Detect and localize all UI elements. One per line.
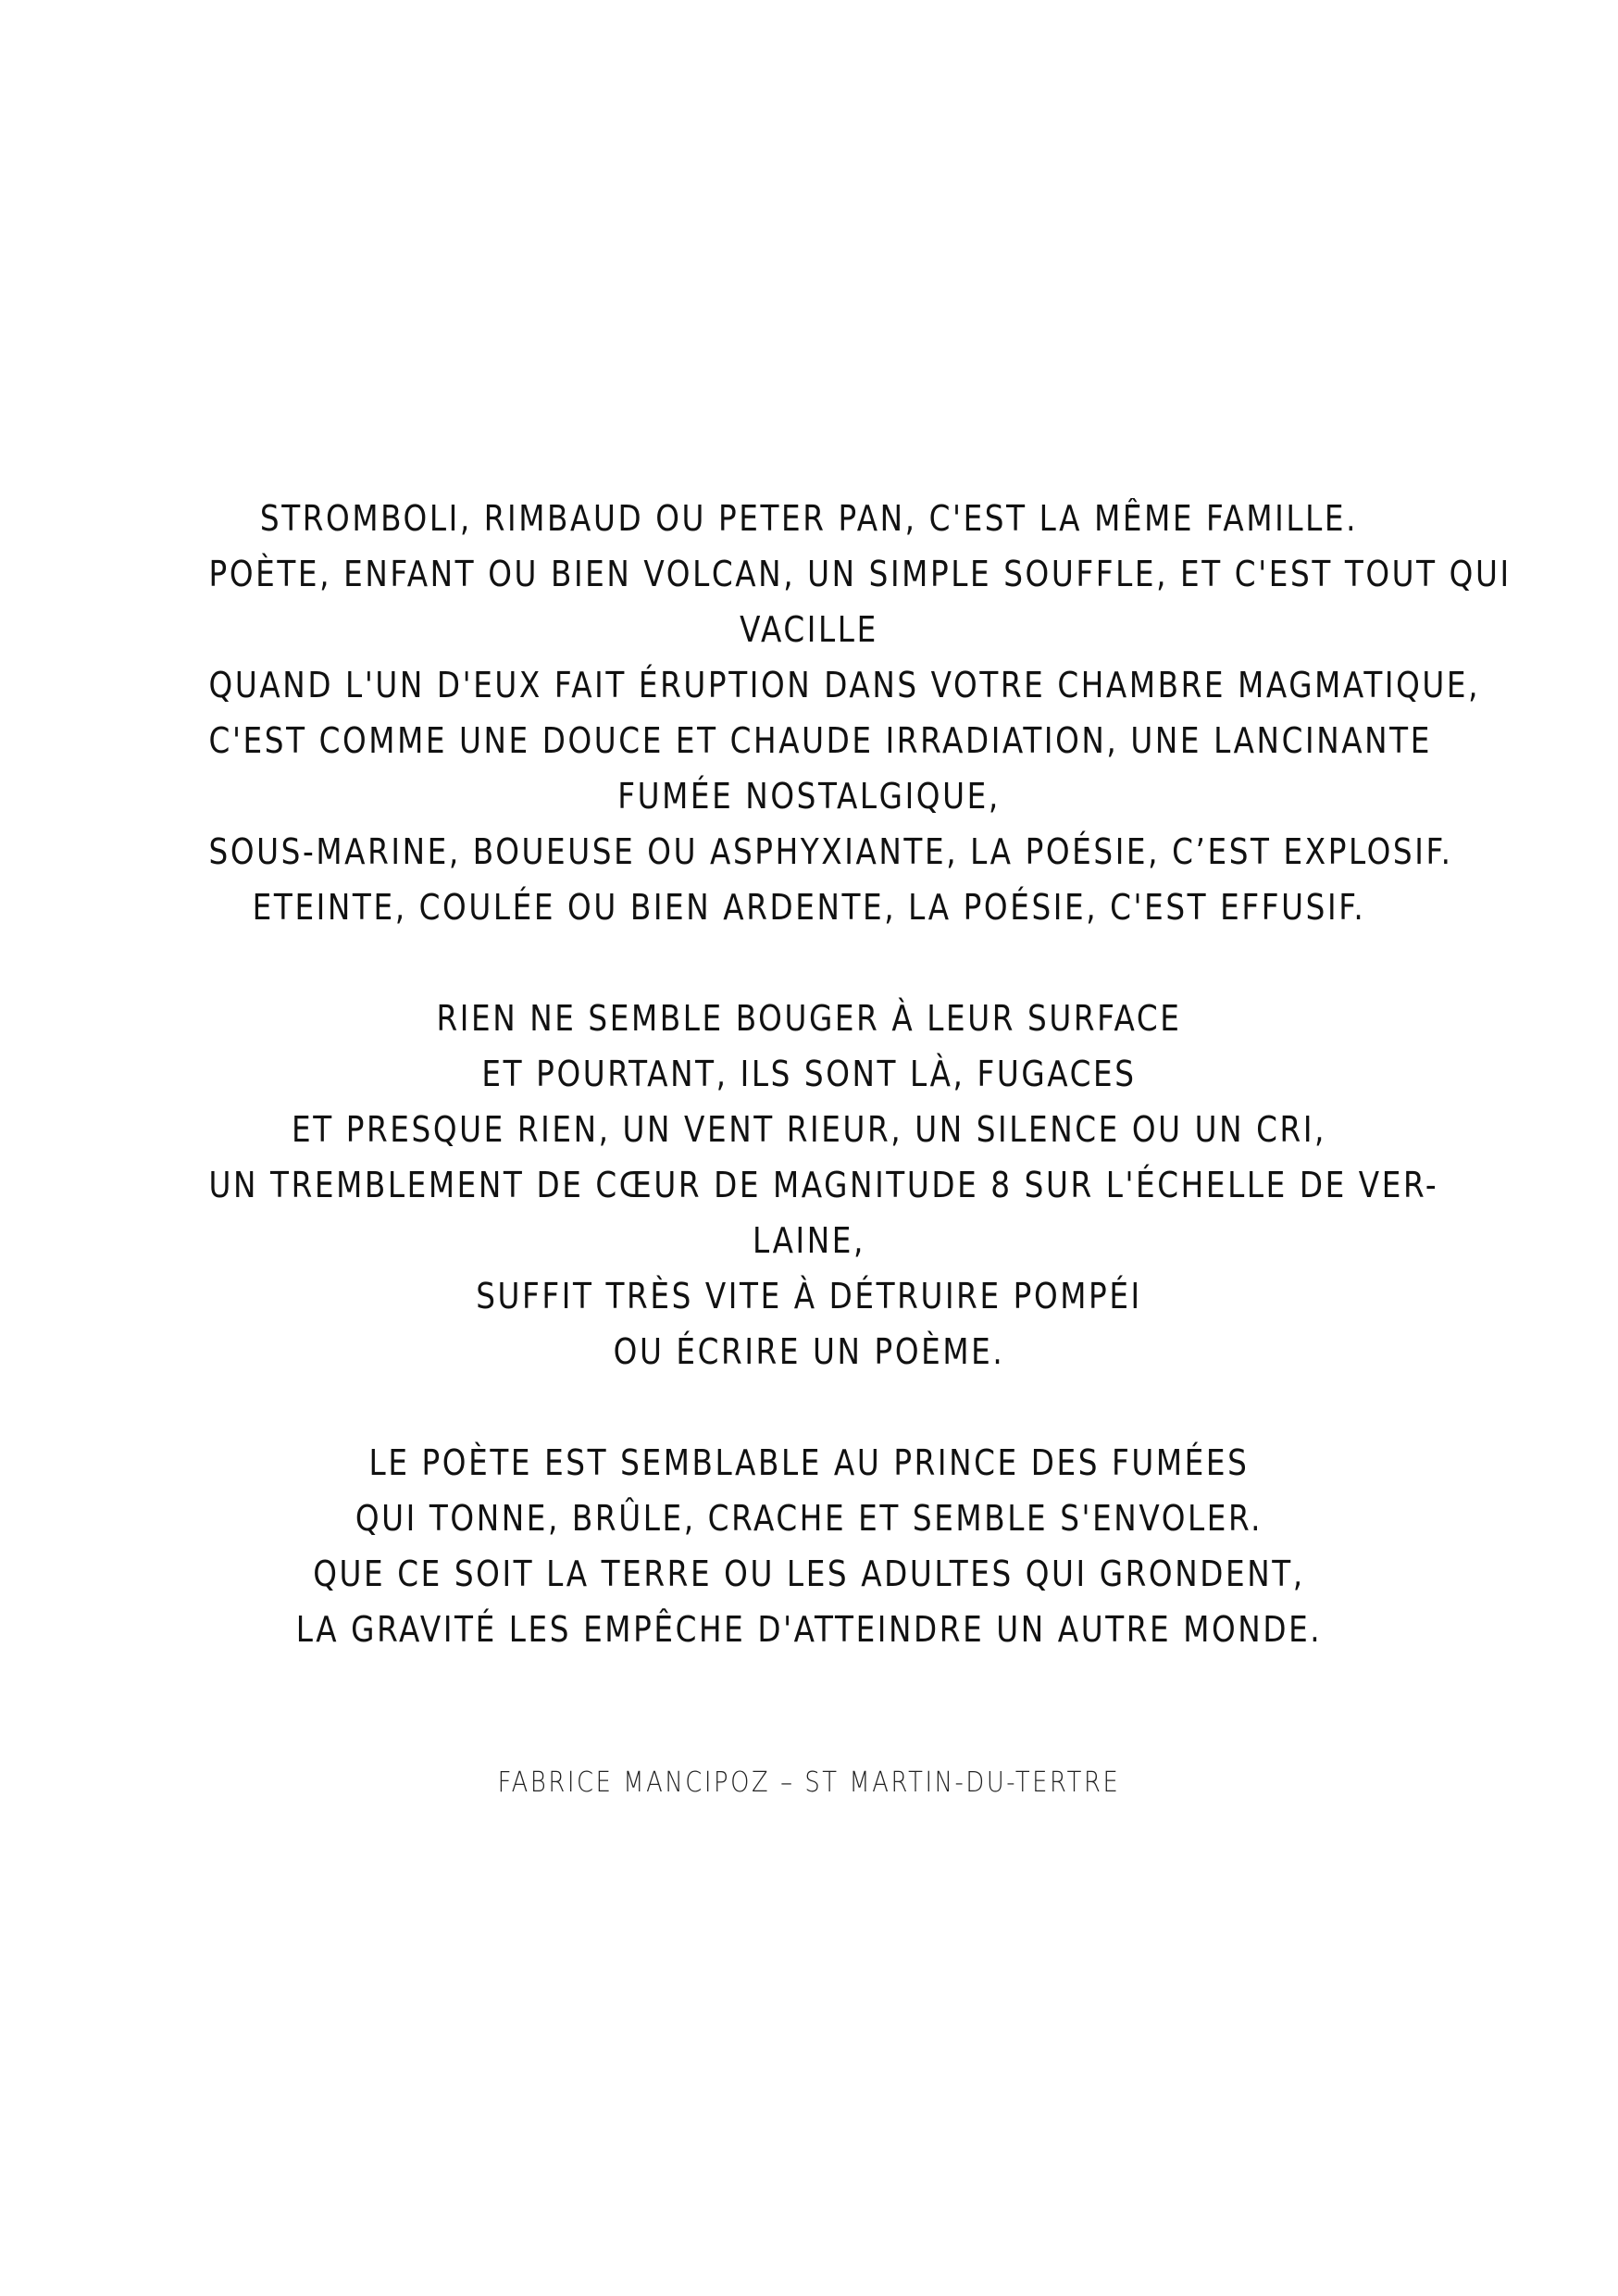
poem-line: C'EST COMME UNE DOUCE ET CHAUDE IRRADIATION, UNE LANCINANTE <box>208 720 1432 761</box>
poem-line: LA GRAVITÉ LES EMPÊCHE D'ATTEINDRE UN AUTRE MONDE. <box>295 1609 1323 1650</box>
poem-line: FUMÉE NOSTALGIQUE, <box>617 776 1001 817</box>
stanza-1 <box>208 491 1512 935</box>
poem-line: POÈTE, ENFANT OU BIEN VOLCAN, UN SIMPLE SOUFFLE, ET C'EST TOUT QUI <box>208 554 1512 594</box>
poem-line: LAINE, <box>753 1220 865 1261</box>
poem-line: LE POÈTE EST SEMBLABLE AU PRINCE DES FUMÉES <box>368 1442 1250 1483</box>
poem-line: UN TREMBLEMENT DE CŒUR DE MAGNITUDE 8 SUR L'ÉCHELLE DE VER- <box>208 1165 1439 1205</box>
stanza-3 <box>209 1435 1410 1657</box>
poem <box>208 491 1512 1657</box>
poem-line: RIEN NE SEMBLE BOUGER À LEUR SURFACE <box>436 998 1182 1039</box>
poem-line: QUAND L'UN D'EUX FAIT ÉRUPTION DANS VOTRE CHAMBRE MAGMATIQUE, <box>208 665 1481 705</box>
poem-line: SOUS-MARINE, BOUEUSE OU ASPHYXIANTE, LA POÉSIE, C’EST EXPLOSIF. <box>208 831 1453 872</box>
poem-line: OU ÉCRIRE UN POÈME. <box>613 1331 1005 1372</box>
poem-line: STROMBOLI, RIMBAUD OU PETER PAN, C'EST LA MÊME FAMILLE. <box>259 498 1359 539</box>
poem-line: ETEINTE, COULÉE OU BIEN ARDENTE, LA POÉSIE, C'EST EFFUSIF. <box>252 887 1366 928</box>
poem-line: ET POURTANT, ILS SONT LÀ, FUGACES <box>481 1054 1137 1094</box>
poem-line: ET PRESQUE RIEN, UN VENT RIEUR, UN SILENCE OU UN CRI, <box>291 1109 1327 1150</box>
poem-line: QUE CE SOIT LA TERRE OU LES ADULTES QUI GRONDENT, <box>313 1554 1305 1594</box>
poem-line: QUI TONNE, BRÛLE, CRACHE ET SEMBLE S'ENVOLER. <box>355 1498 1263 1539</box>
stanza-2 <box>208 991 1439 1379</box>
poem-line: VACILLE <box>740 609 878 650</box>
poem-line: SUFFIT TRÈS VITE À DÉTRUIRE POMPÉI <box>476 1276 1142 1316</box>
author-signature: FABRICE MANCIPOZ – ST MARTIN-DU-TERTRE <box>497 1766 1121 1799</box>
